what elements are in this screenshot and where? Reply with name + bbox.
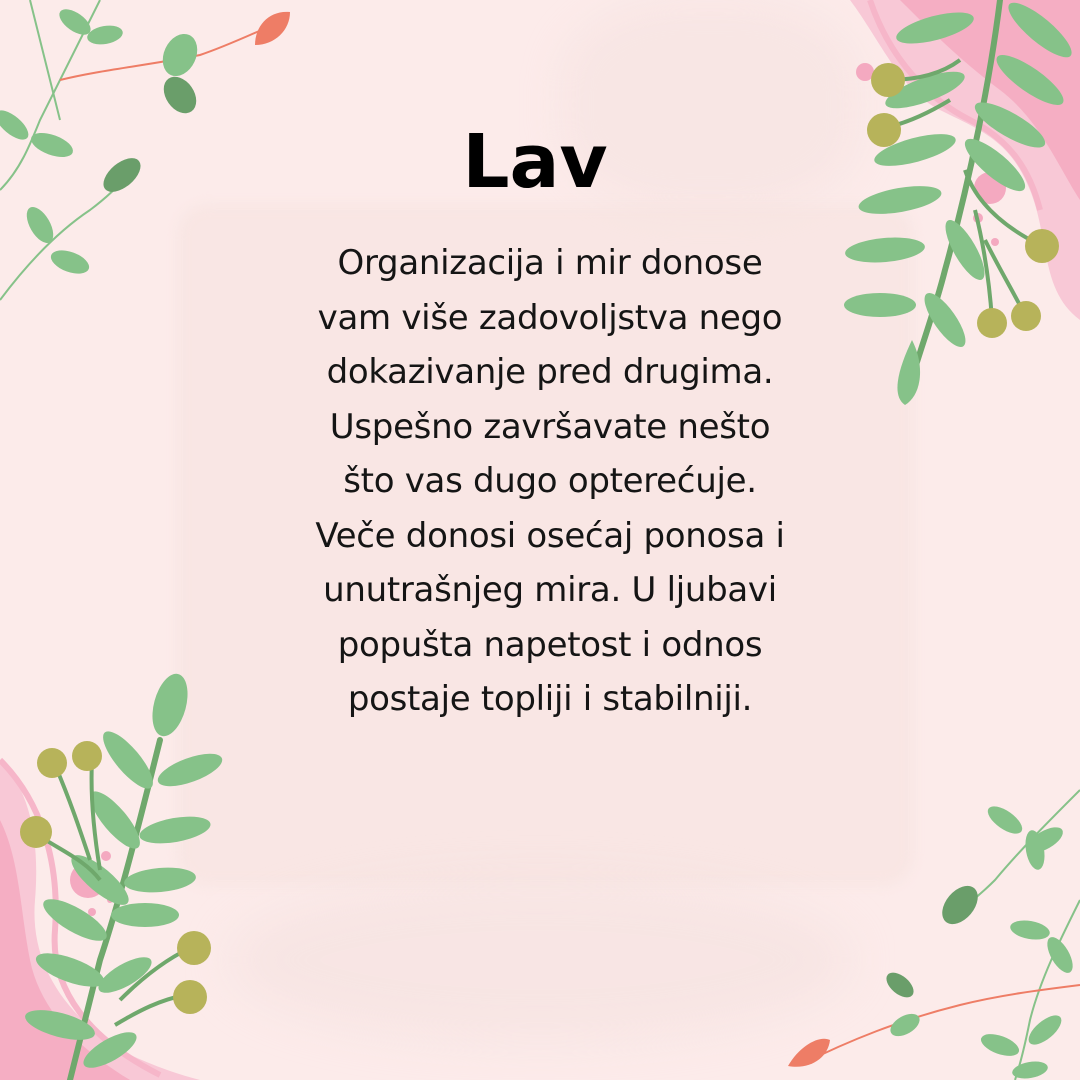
body-line: Uspešno završavate nešto xyxy=(329,406,771,447)
body-line: Organizacija i mir donose xyxy=(337,243,763,283)
body-text xyxy=(250,236,850,727)
body-line: Veče donosi osećaj ponosa i xyxy=(315,515,785,556)
body-line: unutrašnjeg mira. U ljubavi xyxy=(323,570,777,610)
body-line: vam više zadovoljstva nego xyxy=(317,297,783,338)
body-line: postaje topliji i stabilniji. xyxy=(347,679,753,719)
body-line: što vas dugo opterećuje. xyxy=(343,461,757,501)
page-title: Lav xyxy=(462,119,608,205)
body-line: dokazivanje pred drugima. xyxy=(326,352,774,392)
body-line: popušta napetost i odnos xyxy=(337,624,763,665)
leaf-branch-bottom-right xyxy=(788,790,1080,1080)
